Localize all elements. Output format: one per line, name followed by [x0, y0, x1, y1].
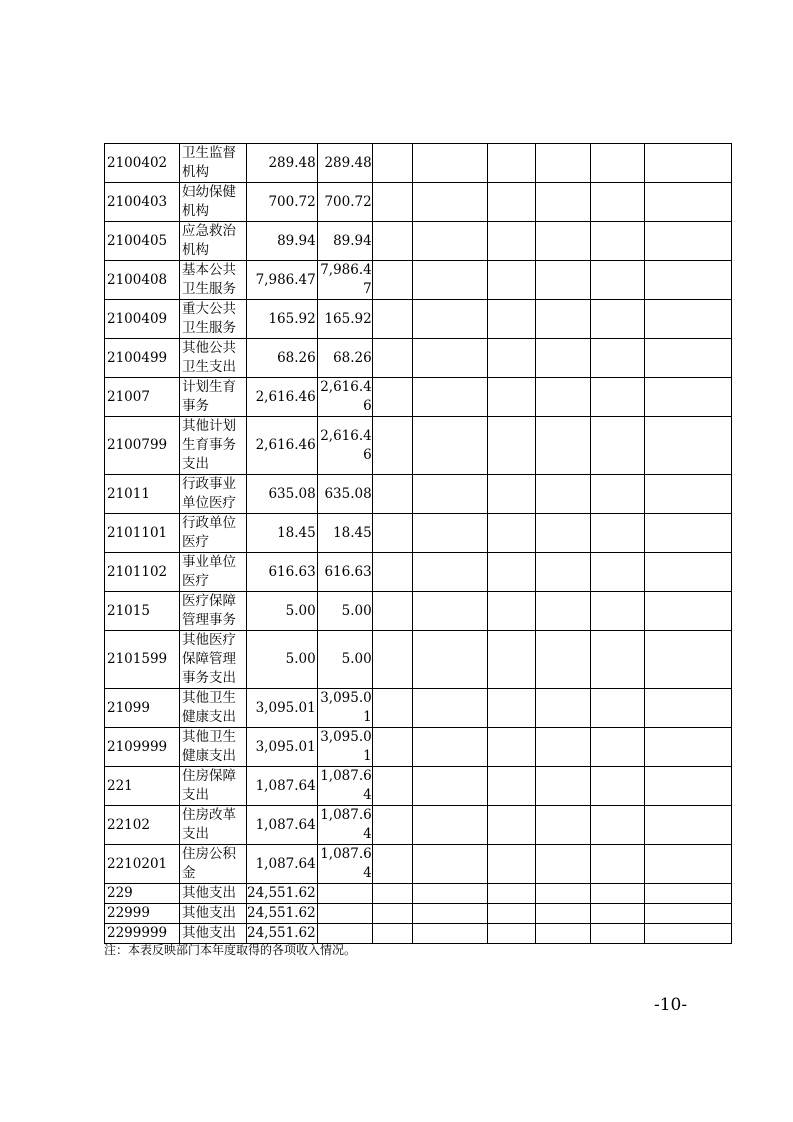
row-value-fiscal: 1,087.64 — [317, 767, 372, 806]
empty-cell — [535, 631, 590, 689]
empty-cell — [535, 924, 590, 944]
row-value-total: 635.08 — [247, 475, 318, 514]
empty-cell — [412, 806, 487, 845]
row-name: 其他支出 — [180, 904, 247, 924]
empty-cell — [644, 222, 731, 261]
empty-cell — [487, 631, 535, 689]
table-row — [105, 845, 732, 884]
empty-cell — [644, 514, 731, 553]
empty-cell — [412, 222, 487, 261]
row-value-total: 2,616.46 — [247, 417, 318, 475]
empty-cell — [590, 183, 644, 222]
table-row — [105, 183, 732, 222]
empty-cell — [487, 845, 535, 884]
row-code: 2101102 — [105, 553, 180, 592]
empty-cell — [590, 300, 644, 339]
empty-cell — [372, 689, 412, 728]
row-value-total: 1,087.64 — [247, 845, 318, 884]
empty-cell — [590, 904, 644, 924]
row-code: 21011 — [105, 475, 180, 514]
empty-cell — [487, 378, 535, 417]
empty-cell — [372, 806, 412, 845]
row-value-fiscal: 635.08 — [317, 475, 372, 514]
row-name: 事业单位医疗 — [180, 553, 247, 592]
empty-cell — [590, 378, 644, 417]
empty-cell — [372, 378, 412, 417]
table-row — [105, 300, 732, 339]
empty-cell — [590, 514, 644, 553]
row-value-fiscal: 5.00 — [317, 592, 372, 631]
row-code: 2100403 — [105, 183, 180, 222]
empty-cell — [487, 767, 535, 806]
table-row — [105, 378, 732, 417]
table-row — [105, 728, 732, 767]
empty-cell — [412, 339, 487, 378]
empty-cell — [590, 144, 644, 183]
row-code: 2210201 — [105, 845, 180, 884]
empty-cell — [412, 728, 487, 767]
empty-cell — [535, 475, 590, 514]
empty-cell — [644, 728, 731, 767]
row-name: 医疗保障管理事务 — [180, 592, 247, 631]
row-value-total: 24,551.62 — [247, 924, 318, 944]
empty-cell — [372, 339, 412, 378]
empty-cell — [535, 689, 590, 728]
empty-cell — [535, 592, 590, 631]
empty-cell — [535, 222, 590, 261]
empty-cell — [372, 514, 412, 553]
empty-cell — [372, 553, 412, 592]
row-code: 2100405 — [105, 222, 180, 261]
row-value-total: 18.45 — [247, 514, 318, 553]
revenue-table — [104, 143, 732, 944]
row-name: 基本公共卫生服务 — [180, 261, 247, 300]
empty-cell — [412, 631, 487, 689]
empty-cell — [535, 144, 590, 183]
empty-cell — [487, 689, 535, 728]
empty-cell — [535, 845, 590, 884]
empty-cell — [372, 261, 412, 300]
empty-cell — [590, 592, 644, 631]
row-code: 221 — [105, 767, 180, 806]
empty-cell — [487, 553, 535, 592]
empty-cell — [644, 904, 731, 924]
empty-cell — [644, 806, 731, 845]
row-code: 22102 — [105, 806, 180, 845]
row-value-total: 68.26 — [247, 339, 318, 378]
table-row — [105, 884, 732, 904]
table-row — [105, 417, 732, 475]
empty-cell — [372, 767, 412, 806]
empty-cell — [372, 144, 412, 183]
row-name: 计划生育事务 — [180, 378, 247, 417]
empty-cell — [372, 417, 412, 475]
empty-cell — [372, 592, 412, 631]
row-value-fiscal: 5.00 — [317, 631, 372, 689]
empty-cell — [535, 417, 590, 475]
empty-cell — [412, 300, 487, 339]
row-code: 2100409 — [105, 300, 180, 339]
empty-cell — [412, 475, 487, 514]
row-value-fiscal — [317, 884, 372, 904]
row-value-total: 700.72 — [247, 183, 318, 222]
row-code: 229 — [105, 884, 180, 904]
row-value-fiscal: 3,095.01 — [317, 689, 372, 728]
empty-cell — [487, 417, 535, 475]
empty-cell — [487, 806, 535, 845]
empty-cell — [412, 553, 487, 592]
row-code: 21007 — [105, 378, 180, 417]
row-value-fiscal: 616.63 — [317, 553, 372, 592]
table-row — [105, 222, 732, 261]
row-value-fiscal: 165.92 — [317, 300, 372, 339]
empty-cell — [644, 924, 731, 944]
row-code: 21015 — [105, 592, 180, 631]
empty-cell — [644, 845, 731, 884]
empty-cell — [372, 884, 412, 904]
empty-cell — [590, 261, 644, 300]
row-name: 住房公积金 — [180, 845, 247, 884]
row-value-total: 5.00 — [247, 592, 318, 631]
empty-cell — [412, 592, 487, 631]
row-name: 住房保障支出 — [180, 767, 247, 806]
empty-cell — [372, 222, 412, 261]
row-value-fiscal: 2,616.46 — [317, 378, 372, 417]
empty-cell — [590, 553, 644, 592]
empty-cell — [535, 514, 590, 553]
row-name: 其他医疗保障管理事务支出 — [180, 631, 247, 689]
empty-cell — [535, 884, 590, 904]
empty-cell — [487, 884, 535, 904]
row-value-fiscal: 18.45 — [317, 514, 372, 553]
empty-cell — [487, 261, 535, 300]
row-value-fiscal: 7,986.47 — [317, 261, 372, 300]
row-value-fiscal: 1,087.64 — [317, 806, 372, 845]
row-code: 22999 — [105, 904, 180, 924]
row-name: 其他计划生育事务支出 — [180, 417, 247, 475]
table-body — [105, 144, 732, 944]
empty-cell — [644, 592, 731, 631]
empty-cell — [535, 728, 590, 767]
empty-cell — [644, 689, 731, 728]
row-value-fiscal — [317, 904, 372, 924]
empty-cell — [412, 378, 487, 417]
row-name: 其他卫生健康支出 — [180, 728, 247, 767]
row-value-total: 7,986.47 — [247, 261, 318, 300]
empty-cell — [535, 553, 590, 592]
empty-cell — [412, 514, 487, 553]
table-row — [105, 806, 732, 845]
row-value-fiscal: 2,616.46 — [317, 417, 372, 475]
row-value-total: 1,087.64 — [247, 767, 318, 806]
empty-cell — [644, 553, 731, 592]
empty-cell — [644, 378, 731, 417]
empty-cell — [412, 884, 487, 904]
row-value-total: 1,087.64 — [247, 806, 318, 845]
empty-cell — [644, 300, 731, 339]
empty-cell — [590, 689, 644, 728]
empty-cell — [535, 183, 590, 222]
row-value-fiscal: 68.26 — [317, 339, 372, 378]
row-value-total: 2,616.46 — [247, 378, 318, 417]
empty-cell — [412, 144, 487, 183]
empty-cell — [487, 904, 535, 924]
table-row — [105, 904, 732, 924]
row-name: 妇幼保健机构 — [180, 183, 247, 222]
row-name: 行政单位医疗 — [180, 514, 247, 553]
empty-cell — [487, 728, 535, 767]
empty-cell — [644, 631, 731, 689]
empty-cell — [372, 904, 412, 924]
row-name: 重大公共卫生服务 — [180, 300, 247, 339]
empty-cell — [590, 222, 644, 261]
empty-cell — [412, 904, 487, 924]
row-value-total: 616.63 — [247, 553, 318, 592]
empty-cell — [644, 183, 731, 222]
empty-cell — [535, 767, 590, 806]
empty-cell — [590, 339, 644, 378]
empty-cell — [590, 631, 644, 689]
empty-cell — [487, 222, 535, 261]
empty-cell — [372, 183, 412, 222]
empty-cell — [644, 417, 731, 475]
row-value-total: 24,551.62 — [247, 884, 318, 904]
row-code: 2109999 — [105, 728, 180, 767]
row-code: 2101101 — [105, 514, 180, 553]
row-value-total: 89.94 — [247, 222, 318, 261]
empty-cell — [412, 689, 487, 728]
empty-cell — [372, 924, 412, 944]
row-value-total: 289.48 — [247, 144, 318, 183]
table-row — [105, 631, 732, 689]
empty-cell — [412, 417, 487, 475]
empty-cell — [372, 845, 412, 884]
table-row — [105, 475, 732, 514]
empty-cell — [535, 261, 590, 300]
row-value-fiscal: 289.48 — [317, 144, 372, 183]
table-row — [105, 689, 732, 728]
empty-cell — [487, 514, 535, 553]
empty-cell — [487, 300, 535, 339]
empty-cell — [590, 924, 644, 944]
empty-cell — [535, 806, 590, 845]
row-code: 2100408 — [105, 261, 180, 300]
empty-cell — [590, 475, 644, 514]
empty-cell — [644, 144, 731, 183]
row-value-fiscal: 700.72 — [317, 183, 372, 222]
empty-cell — [644, 339, 731, 378]
row-code: 2101599 — [105, 631, 180, 689]
row-value-fiscal: 3,095.01 — [317, 728, 372, 767]
empty-cell — [535, 904, 590, 924]
table-row — [105, 339, 732, 378]
row-code: 2100402 — [105, 144, 180, 183]
table-row — [105, 553, 732, 592]
empty-cell — [412, 261, 487, 300]
empty-cell — [590, 806, 644, 845]
row-value-fiscal: 1,087.64 — [317, 845, 372, 884]
row-name: 应急救治机构 — [180, 222, 247, 261]
row-value-total: 3,095.01 — [247, 689, 318, 728]
empty-cell — [590, 728, 644, 767]
empty-cell — [372, 728, 412, 767]
table-row — [105, 144, 732, 183]
table-row — [105, 261, 732, 300]
row-code: 2299999 — [105, 924, 180, 944]
empty-cell — [590, 884, 644, 904]
empty-cell — [487, 144, 535, 183]
empty-cell — [487, 183, 535, 222]
row-name: 住房改革支出 — [180, 806, 247, 845]
row-code: 2100499 — [105, 339, 180, 378]
empty-cell — [487, 592, 535, 631]
empty-cell — [487, 924, 535, 944]
empty-cell — [412, 183, 487, 222]
row-name: 其他支出 — [180, 884, 247, 904]
row-name: 其他公共卫生支出 — [180, 339, 247, 378]
empty-cell — [590, 417, 644, 475]
row-name: 其他支出 — [180, 924, 247, 944]
row-code: 21099 — [105, 689, 180, 728]
row-value-total: 5.00 — [247, 631, 318, 689]
row-name: 卫生监督机构 — [180, 144, 247, 183]
empty-cell — [590, 767, 644, 806]
row-name: 行政事业单位医疗 — [180, 475, 247, 514]
page-number: -10- — [654, 995, 688, 1015]
empty-cell — [412, 767, 487, 806]
empty-cell — [644, 261, 731, 300]
empty-cell — [372, 300, 412, 339]
empty-cell — [372, 475, 412, 514]
table-row — [105, 592, 732, 631]
empty-cell — [535, 339, 590, 378]
empty-cell — [487, 339, 535, 378]
empty-cell — [372, 631, 412, 689]
table-row — [105, 767, 732, 806]
empty-cell — [412, 924, 487, 944]
row-value-fiscal: 89.94 — [317, 222, 372, 261]
empty-cell — [644, 475, 731, 514]
empty-cell — [535, 300, 590, 339]
row-code: 2100799 — [105, 417, 180, 475]
empty-cell — [412, 845, 487, 884]
row-name: 其他卫生健康支出 — [180, 689, 247, 728]
row-value-total: 165.92 — [247, 300, 318, 339]
empty-cell — [590, 845, 644, 884]
empty-cell — [644, 884, 731, 904]
row-value-total: 24,551.62 — [247, 904, 318, 924]
table-note: 注：本表反映部门本年度取得的各项收入情况。 — [104, 943, 357, 957]
table-row — [105, 514, 732, 553]
empty-cell — [535, 378, 590, 417]
row-value-total: 3,095.01 — [247, 728, 318, 767]
empty-cell — [644, 767, 731, 806]
empty-cell — [487, 475, 535, 514]
